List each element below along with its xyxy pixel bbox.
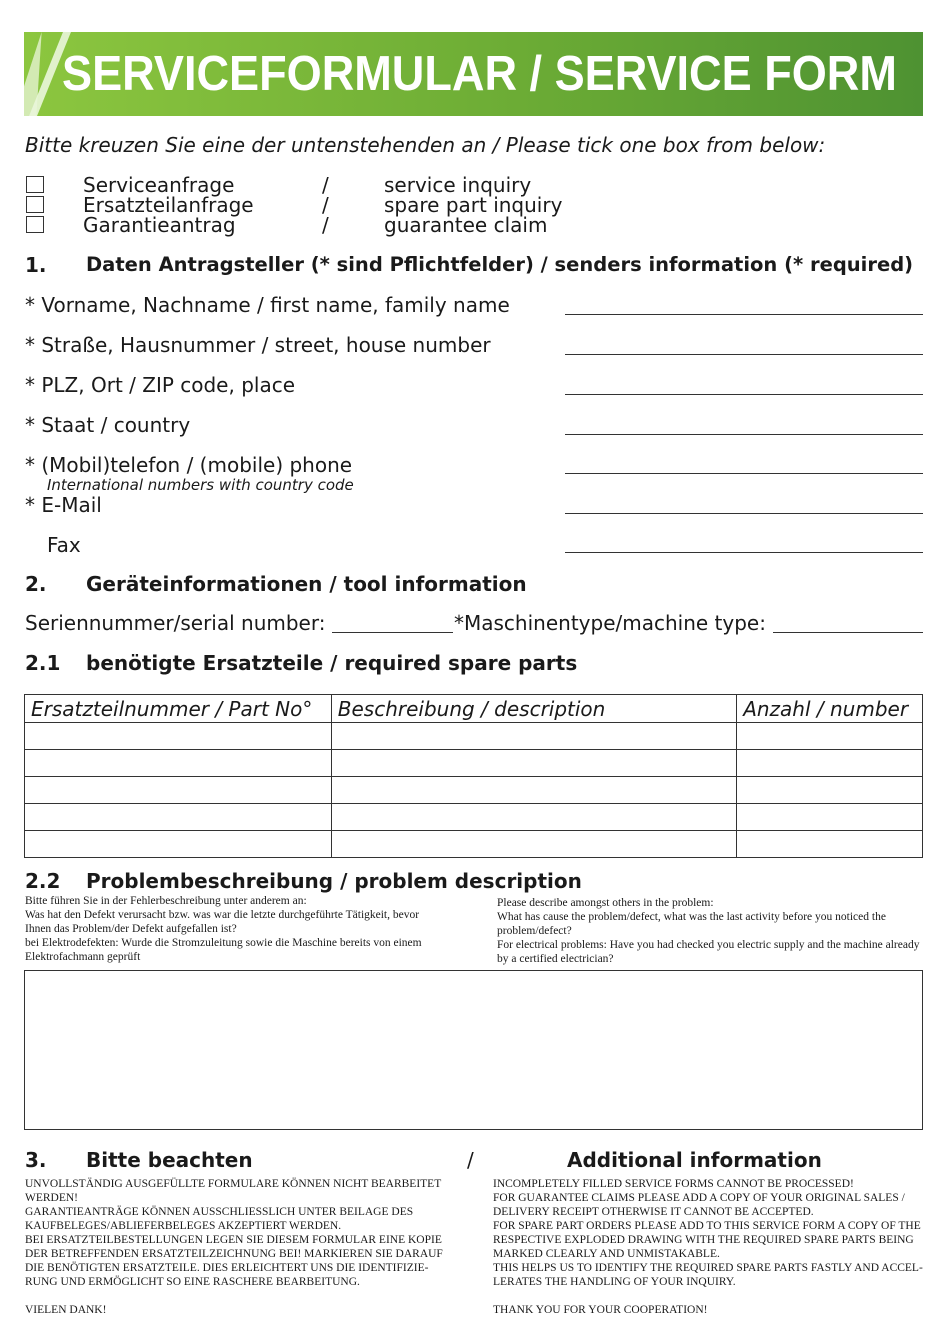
field-label-zip: * PLZ, Ort / ZIP code, place: [25, 373, 296, 397]
column-header-description: Beschreibung / description: [331, 695, 736, 723]
section-title: benötigte Ersatzteile / required spare parts: [86, 651, 578, 675]
phone-input-line[interactable]: [565, 473, 923, 474]
section-number: 2.1: [25, 651, 61, 675]
field-label-email: * E-Mail: [25, 493, 102, 517]
note-line: DELIVERY RECEIPT OTHERWISE IT CANNOT BE ACCEPTED.: [493, 1206, 814, 1218]
part-no-cell[interactable]: [25, 777, 332, 804]
part-no-cell[interactable]: [25, 804, 332, 831]
note-line: [25, 1289, 443, 1303]
part-no-cell[interactable]: [25, 831, 332, 858]
option-separator: /: [322, 193, 329, 217]
table-row: [25, 750, 923, 777]
problem-instructions-en: [497, 896, 919, 966]
section-number: 3.: [25, 1148, 47, 1172]
option-separator: /: [322, 173, 329, 197]
fax-input-line[interactable]: [565, 552, 923, 553]
note-line: KAUFBELEGES/ABLIEFERBELEGES AKZEPTIERT WERDEN.: [25, 1220, 342, 1232]
street-input-line[interactable]: [565, 354, 923, 355]
option-label-en: guarantee claim: [384, 213, 548, 237]
instruction-line: problem/defect?: [497, 925, 572, 937]
form-title: SERVICEFORMULAR / SERVICE FORM: [62, 47, 897, 101]
table-row: [25, 804, 923, 831]
note-line: RESPECTIVE EXPLODED DRAWING WITH THE REQUIRED SPARE PARTS BEING: [493, 1234, 914, 1246]
number-cell[interactable]: [737, 831, 923, 858]
note-line: FOR SPARE PART ORDERS PLEASE ADD TO THIS SERVICE FORM A COPY OF THE: [493, 1220, 921, 1232]
description-cell[interactable]: [331, 777, 736, 804]
instruction-line: bei Elektrodefekten: Wurde die Stromzuleitung sowie die Maschine bereits von einem: [25, 937, 422, 949]
option-label-de: Garantieantrag: [83, 213, 236, 237]
instruction-line: For electrical problems: Have you had checked you electric supply and the machine already: [497, 939, 920, 951]
section-title-en: Additional information: [567, 1148, 822, 1172]
option-label-en: spare part inquiry: [384, 193, 563, 217]
thank-you-de: VIELEN DANK!: [25, 1304, 107, 1316]
section-title: Geräteinformationen / tool information: [86, 572, 527, 596]
field-label-machine-type: *Maschinentype/machine type:: [454, 611, 766, 635]
description-cell[interactable]: [331, 723, 736, 750]
option-separator: /: [322, 213, 329, 237]
note-line: UNVOLLSTÄNDIG AUSGEFÜLLTE FORMULARE KÖNNEN NICHT BEARBEITET: [25, 1178, 442, 1190]
field-label-serial: Seriennummer/serial number:: [25, 611, 326, 635]
checkbox-spare-part-inquiry[interactable]: [26, 196, 44, 213]
machine-type-input-line[interactable]: [773, 632, 923, 633]
description-cell[interactable]: [331, 831, 736, 858]
section-title-de: Bitte beachten: [86, 1148, 253, 1172]
field-label-phone: * (Mobil)telefon / (mobile) phone: [25, 453, 353, 477]
column-header-part-no: Ersatzteilnummer / Part No°: [25, 695, 332, 723]
note-line: INCOMPLETELY FILLED SERVICE FORMS CANNOT BE PROCESSED!: [493, 1178, 854, 1190]
column-header-number: Anzahl / number: [737, 695, 923, 723]
section-title: Problembeschreibung / problem description: [86, 869, 582, 893]
note-line: GARANTIEANTRÄGE KÖNNEN AUSSCHLIESSLICH UNTER BEILAGE DES: [25, 1206, 414, 1218]
number-cell[interactable]: [737, 804, 923, 831]
name-input-line[interactable]: [565, 314, 923, 315]
table-row: [25, 777, 923, 804]
header-banner: [24, 32, 923, 116]
email-input-line[interactable]: [565, 513, 923, 514]
field-label-country: * Staat / country: [25, 413, 191, 437]
section-number: 2.: [25, 572, 47, 596]
problem-instructions-de: [25, 894, 422, 964]
option-label-de: Serviceanfrage: [83, 173, 235, 197]
instruction-line: Bitte führen Sie in der Fehlerbeschreibung unter anderem an:: [25, 895, 307, 907]
number-cell[interactable]: [737, 777, 923, 804]
field-label-street: * Straße, Hausnummer / street, house number: [25, 333, 491, 357]
note-line: DIE BENÖTIGTEN ERSATZTEILE. DIES ERLEICHTERT UNS DIE IDENTIFIZIE-: [25, 1262, 429, 1274]
option-label-en: service inquiry: [384, 173, 532, 197]
instruction-line: by a certified electrician?: [497, 953, 614, 965]
number-cell[interactable]: [737, 723, 923, 750]
section-number: 1.: [25, 253, 47, 277]
serial-input-line[interactable]: [332, 632, 453, 633]
number-cell[interactable]: [737, 750, 923, 777]
zip-input-line[interactable]: [565, 394, 923, 395]
instruction-line: Please describe amongst others in the problem:: [497, 897, 714, 909]
section-title: Daten Antragsteller (* sind Pflichtfelder) / senders information (* required): [86, 253, 914, 276]
intro-text: Bitte kreuzen Sie eine der untenstehenden an / Please tick one box from below:: [25, 133, 826, 157]
note-line: [493, 1289, 923, 1303]
note-line: FOR GUARANTEE CLAIMS PLEASE ADD A COPY OF YOUR ORIGINAL SALES /: [493, 1192, 905, 1204]
country-input-line[interactable]: [565, 434, 923, 435]
table-row: [25, 723, 923, 750]
description-cell[interactable]: [331, 750, 736, 777]
table-header-row: [25, 695, 923, 723]
note-line: THIS HELPS US TO IDENTIFY THE REQUIRED SPARE PARTS FASTLY AND ACCEL-: [493, 1262, 923, 1274]
table-row: [25, 831, 923, 858]
checkbox-service-inquiry[interactable]: [26, 176, 44, 193]
checkbox-guarantee-claim[interactable]: [26, 216, 44, 233]
instruction-line: Ihnen das Problem/der Defekt aufgefallen ist?: [25, 923, 237, 935]
part-no-cell[interactable]: [25, 750, 332, 777]
notes-en: [493, 1177, 923, 1317]
part-no-cell[interactable]: [25, 723, 332, 750]
section-number: 2.2: [25, 869, 61, 893]
thank-you-en: THANK YOU FOR YOUR COOPERATION!: [493, 1304, 708, 1316]
field-label-name: * Vorname, Nachname / first name, family name: [25, 293, 510, 317]
option-label-de: Ersatzteilanfrage: [83, 193, 254, 217]
instruction-line: What has cause the problem/defect, what was the last activity before you noticed the: [497, 911, 886, 923]
note-line: DER BETREFFENDEN ERSATZTEILZEICHNUNG BEI! MARKIEREN SIE DARAUF: [25, 1248, 443, 1260]
note-line: LERATES THE HANDLING OF YOUR INQUIRY.: [493, 1276, 736, 1288]
description-cell[interactable]: [331, 804, 736, 831]
section-title-separator: /: [467, 1148, 474, 1172]
phone-note: International numbers with country code: [47, 476, 354, 494]
field-label-fax: Fax: [47, 533, 81, 557]
note-line: MARKED CLEARLY AND UNMISTAKABLE.: [493, 1248, 720, 1260]
instruction-line: Was hat den Defekt verursacht bzw. was war die letzte durchgeführte Tätigkeit, bevor: [25, 909, 420, 921]
note-line: BEI ERSATZTEILBESTELLUNGEN LEGEN SIE DIESEM FORMULAR EINE KOPIE: [25, 1234, 442, 1246]
spare-parts-table: [24, 694, 923, 858]
instruction-line: Elektrofachmann geprüft: [25, 951, 141, 963]
note-line: WERDEN!: [25, 1192, 79, 1204]
problem-description-box[interactable]: [24, 970, 923, 1130]
note-line: RUNG UND ERMÖGLICHT SO EINE RASCHERE BEARBEITUNG.: [25, 1276, 360, 1288]
notes-de: [25, 1177, 443, 1317]
